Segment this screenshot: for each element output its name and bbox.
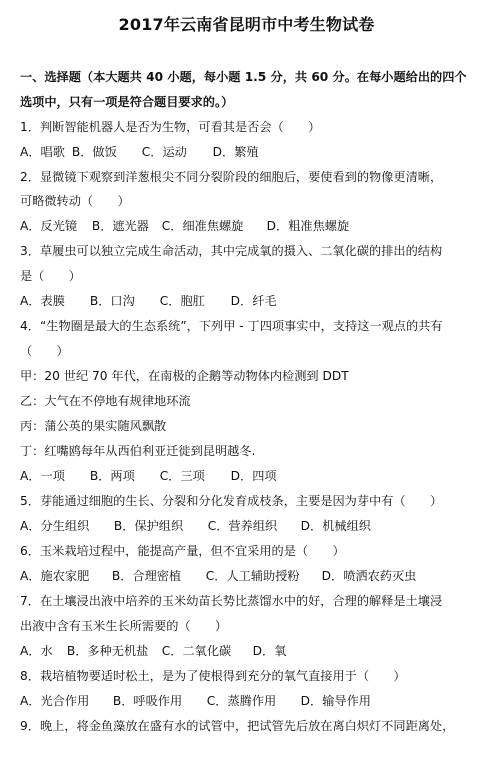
question-7-stem-line-2: 出液中含有玉米生长所需要的（ ） xyxy=(20,619,228,633)
q7-option-c[interactable]: C．二氧化碳 xyxy=(161,644,232,658)
q6-option-b[interactable]: B．合理密植 xyxy=(111,569,182,583)
section-heading-line-2: 选项中，只有一项是符合题目要求的。） xyxy=(20,95,234,109)
q7-option-d[interactable]: D．氧 xyxy=(252,644,287,658)
q3-option-b[interactable]: B．口沟 xyxy=(89,294,135,308)
q5-option-c[interactable]: C．营养组织 xyxy=(207,519,278,533)
q6-option-a[interactable]: A．施农家肥 xyxy=(20,569,90,583)
question-4-fact-yi: 乙：大气在不停地有规律地环流 xyxy=(20,394,191,408)
q8-option-a[interactable]: A．光合作用 xyxy=(20,694,90,708)
question-8-options xyxy=(20,693,482,709)
q2-option-d[interactable]: D．粗准焦螺旋 xyxy=(266,219,350,233)
question-2-options xyxy=(20,218,482,234)
question-6-stem: 6．玉米栽培过程中，能提高产量，但不宜采用的是（ ） xyxy=(20,544,345,558)
question-5-options xyxy=(20,518,482,534)
question-3-stem-line-2: 是（ ） xyxy=(20,269,81,283)
question-4-fact-ding: 丁：红嘴鸥每年从西伯利亚迁徙到昆明越冬. xyxy=(20,444,256,458)
question-8-stem: 8．栽培植物要适时松土，是为了使根得到充分的氧气直接用于（ ） xyxy=(20,669,406,683)
exam-title: 2017年云南省昆明市中考生物试卷 xyxy=(118,15,375,34)
q4-option-a[interactable]: A．一项 xyxy=(20,469,65,483)
q4-option-d[interactable]: D．四项 xyxy=(230,469,277,483)
q3-option-a[interactable]: A．表膜 xyxy=(20,294,65,308)
question-3-stem-line-1: 3．草履虫可以独立完成生命活动，其中完成氧的摄入、二氧化碳的排出的结构 xyxy=(20,244,443,258)
question-4-stem-line-2: （ ） xyxy=(20,344,69,358)
q1-option-a[interactable]: A．唱歌 xyxy=(20,145,65,159)
q6-option-c[interactable]: C．人工辅助授粉 xyxy=(205,569,300,583)
q7-option-b[interactable]: B．多种无机盐 xyxy=(66,644,149,658)
question-4-options xyxy=(20,468,482,484)
question-1-options xyxy=(20,144,482,160)
question-3-options xyxy=(20,293,482,309)
question-5-stem: 5．芽能通过细胞的生长、分裂和分化发育成枝条，主要是因为芽中有（ ） xyxy=(20,494,443,508)
question-7-options xyxy=(20,643,482,659)
q3-option-d[interactable]: D．纤毛 xyxy=(230,294,277,308)
question-4-stem-line-1: 4．“生物圈是最大的生态系统”，下列甲 - 丁四项事实中，支持这一观点的共有 xyxy=(20,319,443,333)
question-7-stem-line-1: 7．在土壤浸出液中培养的玉米幼苗长势比蒸馏水中的好，合理的解释是土壤浸 xyxy=(20,594,443,608)
q2-option-c[interactable]: C．细准焦螺旋 xyxy=(161,219,244,233)
q8-option-b[interactable]: B．呼吸作用 xyxy=(112,694,183,708)
q2-option-a[interactable]: A．反光镜 xyxy=(20,219,78,233)
q7-option-a[interactable]: A．水 xyxy=(20,644,53,658)
question-4-fact-jia: 甲：20 世纪 70 年代，在南极的企鹅等动物体内检测到 DDT xyxy=(20,369,349,383)
q6-option-d[interactable]: D．喷洒农药灭虫 xyxy=(321,569,417,583)
q1-option-b[interactable]: B．做饭 xyxy=(71,145,117,159)
question-1-stem: 1．判断智能机器人是否为生物，可看其是否会（ ） xyxy=(20,120,321,134)
q8-option-c[interactable]: C．蒸腾作用 xyxy=(206,694,277,708)
question-4-fact-bing: 丙：蒲公英的果实随风飘散 xyxy=(20,419,167,433)
q1-option-d[interactable]: D．繁殖 xyxy=(212,145,259,159)
section-heading-line-1: 一、选择题（本大题共 40 小题，每小题 1.5 分，共 60 分。在每小题给出的四个 xyxy=(20,70,467,84)
q5-option-d[interactable]: D．机械组织 xyxy=(300,519,371,533)
q2-option-b[interactable]: B．遮光器 xyxy=(91,219,149,233)
q8-option-d[interactable]: D．输导作用 xyxy=(300,694,371,708)
q1-option-c[interactable]: C．运动 xyxy=(141,145,187,159)
q4-option-c[interactable]: C．三项 xyxy=(159,469,205,483)
q5-option-b[interactable]: B．保护组织 xyxy=(113,519,184,533)
question-9-stem-line-1: 9．晚上，将金鱼藻放在盛有水的试管中，把试管先后放在离白炽灯不同距离处， xyxy=(20,719,455,733)
q4-option-b[interactable]: B．两项 xyxy=(89,469,135,483)
question-2-stem-line-2: 可略微转动（ ） xyxy=(20,194,130,208)
q5-option-a[interactable]: A．分生组织 xyxy=(20,519,90,533)
q3-option-c[interactable]: C．胞肛 xyxy=(159,294,205,308)
question-6-options xyxy=(20,568,482,584)
question-2-stem-line-1: 2．显微镜下观察到洋葱根尖不同分裂阶段的细胞后，要使看到的物像更清晰， xyxy=(20,170,443,184)
